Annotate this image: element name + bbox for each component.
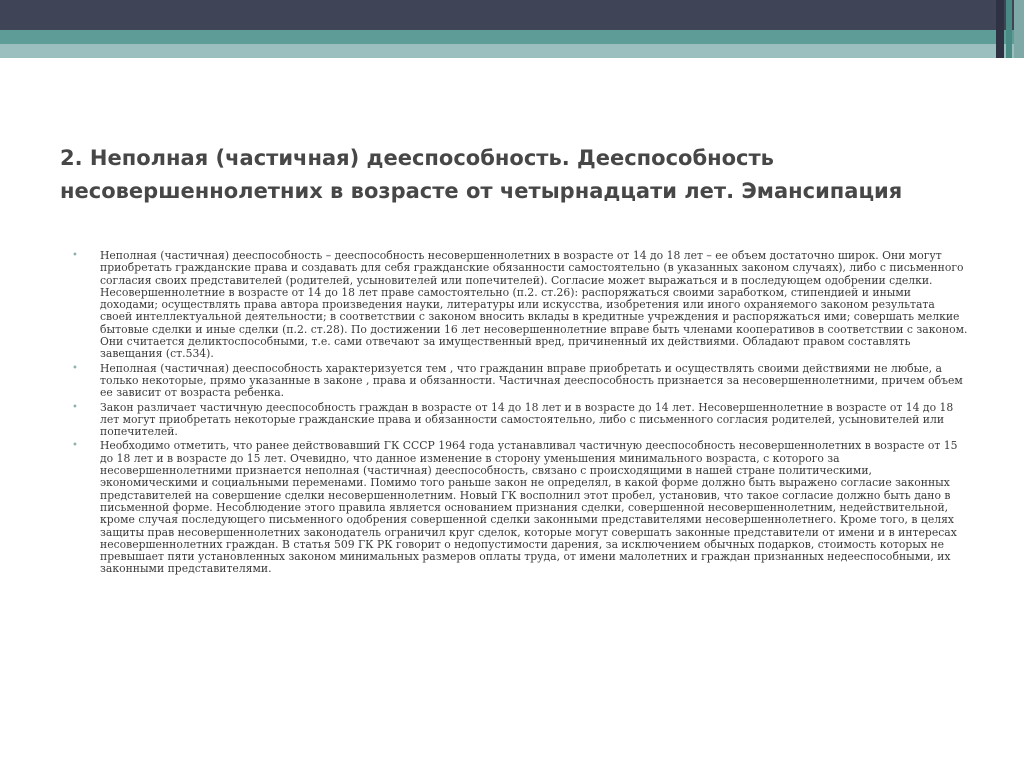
header-accent-strip <box>1006 0 1012 58</box>
header-accent-strip <box>996 0 1004 58</box>
list-item <box>70 250 970 361</box>
bullet-marker: • <box>72 401 78 413</box>
slide-title: 2. Неполная (частичная) дееспособность. Дееспособность несовершеннолетних в возрасте от четырнадцати лет. Эмансипация <box>60 146 903 203</box>
bullet-marker: • <box>72 362 78 374</box>
list-item <box>70 402 970 439</box>
header-band-teal <box>0 30 1024 44</box>
bullet-marker: • <box>72 440 78 452</box>
bullet-list <box>70 250 970 578</box>
header-band-light <box>0 44 1024 58</box>
bullet-marker: • <box>72 250 78 261</box>
list-item <box>70 440 970 575</box>
paragraph-text: Необходимо отметить, что ранее действовавший ГК СССР 1964 года устанавливал частичную дееспособность несовершеннолетних в возрасте от 15 до 18 лет и в возрасте до 15 лет. Очевидно, что данное изменение в сторону уменьшения минимального возраста, с которого за несовершеннолетними признается неполная (частичная) дееспособность, связано с происходящими в нашей стране политическими, экономическими и социальными переменами. Помимо того раньше закон не определял, в какой форме должно быть выражено согласие законных представителей на совершение сделки несовершеннолетним. Новый ГК восполнил этот пробел, установив, что такое согласие должно быть дано в письменной форме. Несоблюдение этого правила является основанием признания сделки, совершенной несовершеннолетним, недействительной, кроме случая последующего письменного одобрения совершенной сделки законными представителями несовершеннолетнего. Кроме того, в целях защиты прав несовершеннолетних законодатель ограничил круг сделок, которые могут совершать законные представители от имени и в интересах несовершеннолетних граждан. В статья 509 ГК РК говорит о недопустимости дарения, за исключением обычных подарков, стоимость которых не превышает пяти установленных законом минимальных размеров оплаты труда, от имени малолетних и граждан признанных недееспособными, их законными представителями. <box>100 439 958 576</box>
paragraph-text: Неполная (частичная) дееспособность – дееспособность несовершеннолетних в возрасте от 14 до 18 лет – ее объем достаточно широк. Они могут приобретать гражданские права и создавать для себя гражданские обязанности самостоятельно (в указанных законом случаях), либо с письменного согласия своих представителей (родителей, усыновителей или попечителей). Согласие может выражаться и в последующем одобрении сделки. Несовершеннолетние в возрасте от 14 до 18 лет праве самостоятельно (п.2. ст.26): распоряжаться своими заработком, стипендией и иными доходами; осуществлять права автора произведения науки, литературы или искусства, изобретения или иного охраняемого законом результата своей интеллектуальной деятельности; в соответствии с законом вносить вклады в кредитные учреждения и распоряжаться ими; совершать мелкие бытовые сделки и иные сделки (п.2. ст.28). По достижении 16 лет несовершеннолетние вправе быть членами кооперативов в соответствии с законом. Они считается деликтоспособными, т.е. сами отвечают за имущественный вред, причиненный их действиями. Обладают правом составлять завещания (ст.534). <box>100 249 968 361</box>
list-item <box>70 363 970 400</box>
header-accent-strip <box>1014 0 1024 58</box>
paragraph-text: Неполная (частичная) дееспособность характеризуется тем , что гражданин вправе приобретать и осуществлять своими действиями не любые, а только некоторые, прямо указанные в законе , права и обязанности. Частичная дееспособность признается за несовершеннолетними, причем объем ее зависит от возраста ребенка. <box>100 361 963 400</box>
header-band-dark <box>0 0 1024 30</box>
paragraph-text: Закон различает частичную дееспособность граждан в возрасте от 14 до 18 лет и в возрасте до 14 лет. Несовершеннолетние в возрасте от 14 до 18 лет могут приобретать некоторые гражданские права и обязанности самостоятельно, либо с письменного согласия родителей, усыновителей или попечителей. <box>100 400 954 439</box>
